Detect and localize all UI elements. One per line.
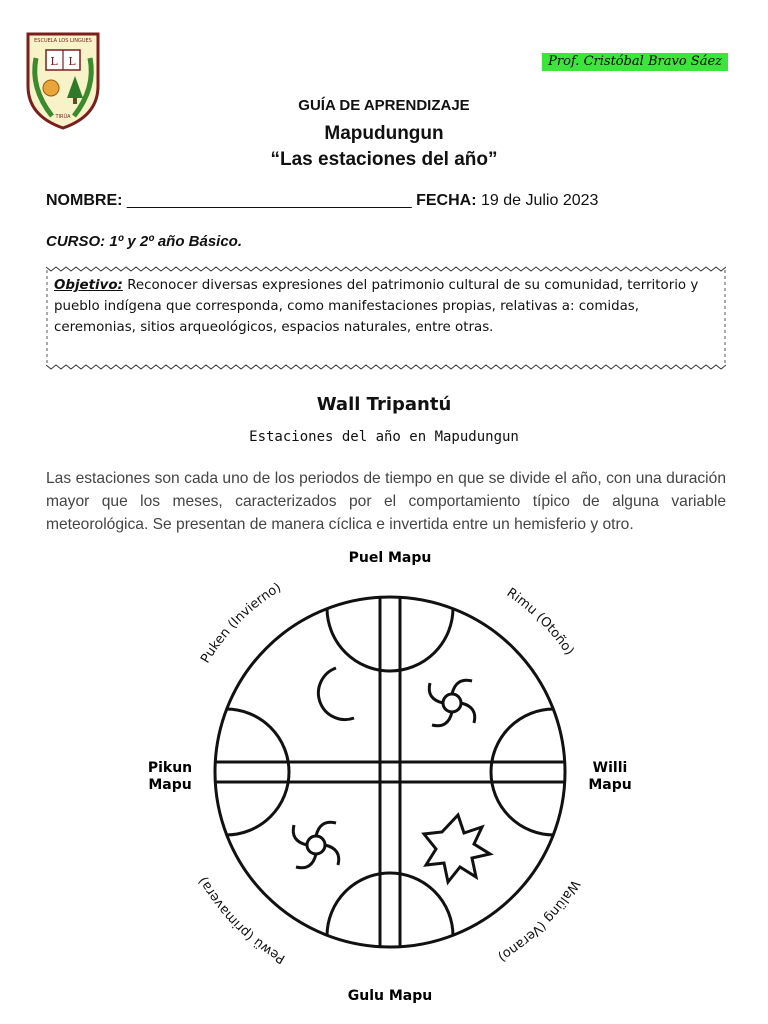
star-sun-icon <box>424 815 490 882</box>
seasons-diagram <box>136 540 644 1010</box>
outer-circle <box>215 597 565 947</box>
moon-icon <box>318 668 354 720</box>
date-label: FECHA: <box>416 192 477 209</box>
season-winter: Puken (Invierno) <box>198 580 285 667</box>
school-crest-logo <box>22 28 104 132</box>
objective-label: Objetivo: <box>54 278 123 293</box>
course-line: CURSO: 1º y 2º año Básico. <box>46 233 243 250</box>
svg-text:Walüng (Verano) <box>495 877 582 964</box>
name-date-line <box>46 192 598 210</box>
section-subtitle: Estaciones del año en Mapudungun <box>249 429 519 445</box>
crest-letter-right: L <box>68 55 76 68</box>
label-east-line1: Willi <box>592 760 628 776</box>
east-semicircle <box>491 709 554 835</box>
theme-title: “Las estaciones del año” <box>270 149 498 170</box>
label-north: Puel Mapu <box>348 550 432 566</box>
guide-title: GUÍA DE APRENDIZAJE <box>298 97 470 114</box>
subject-title: Mapudungun <box>324 123 444 144</box>
spiral-wind-icon <box>429 680 475 726</box>
name-blank[interactable]: ________________________________ <box>126 192 412 209</box>
objective-description: Reconocer diversas expresiones del patrimonio cultural de su comunidad, territorio y pueblo indígena que corresponda, como manifestaciones propias, relativas a: comidas, ceremonias, sitios arqueológicos, espacios naturales, entre otras. <box>54 278 699 335</box>
label-south: Gulu Mapu <box>347 988 433 1004</box>
date-value: 19 de Julio 2023 <box>480 192 599 209</box>
objective-text-block <box>54 275 720 338</box>
season-spring: Pewü (primavera) <box>195 873 289 967</box>
svg-text:Puken (Invierno) <box>198 580 284 666</box>
west-semicircle <box>226 709 289 835</box>
label-west-line2: Mapu <box>148 777 192 793</box>
north-semicircle <box>327 608 453 671</box>
section-title: Wall Tripantú <box>316 394 452 415</box>
spiral-wind-icon <box>293 822 339 868</box>
label-west-line1: Pikun <box>147 760 193 776</box>
intro-paragraph: Las estaciones son cada uno de los periodos de tiempo en que se divide el año, con una duración mayor que los meses, caracterizados por el comportamiento típico de alguna variable meteorológica. Se presentan de manera cíclica e invertida entre un hemisferio y otro. <box>46 470 726 533</box>
crest-school-name: ESCUELA LOS LINGUES <box>34 38 92 44</box>
name-label: NOMBRE: <box>46 192 123 209</box>
svg-text:Pewü (primavera) <box>196 874 288 966</box>
teacher-name: Prof. Cristóbal Bravo Sáez <box>542 53 728 71</box>
label-east-line2: Mapu <box>588 777 632 793</box>
crest-town: TIRÚA <box>55 114 71 120</box>
crest-letter-left: L <box>50 55 58 68</box>
season-summer: Walüng (Verano) <box>495 877 583 965</box>
south-semicircle <box>327 873 453 936</box>
season-autumn: Rimu (Otoño) <box>503 585 577 659</box>
